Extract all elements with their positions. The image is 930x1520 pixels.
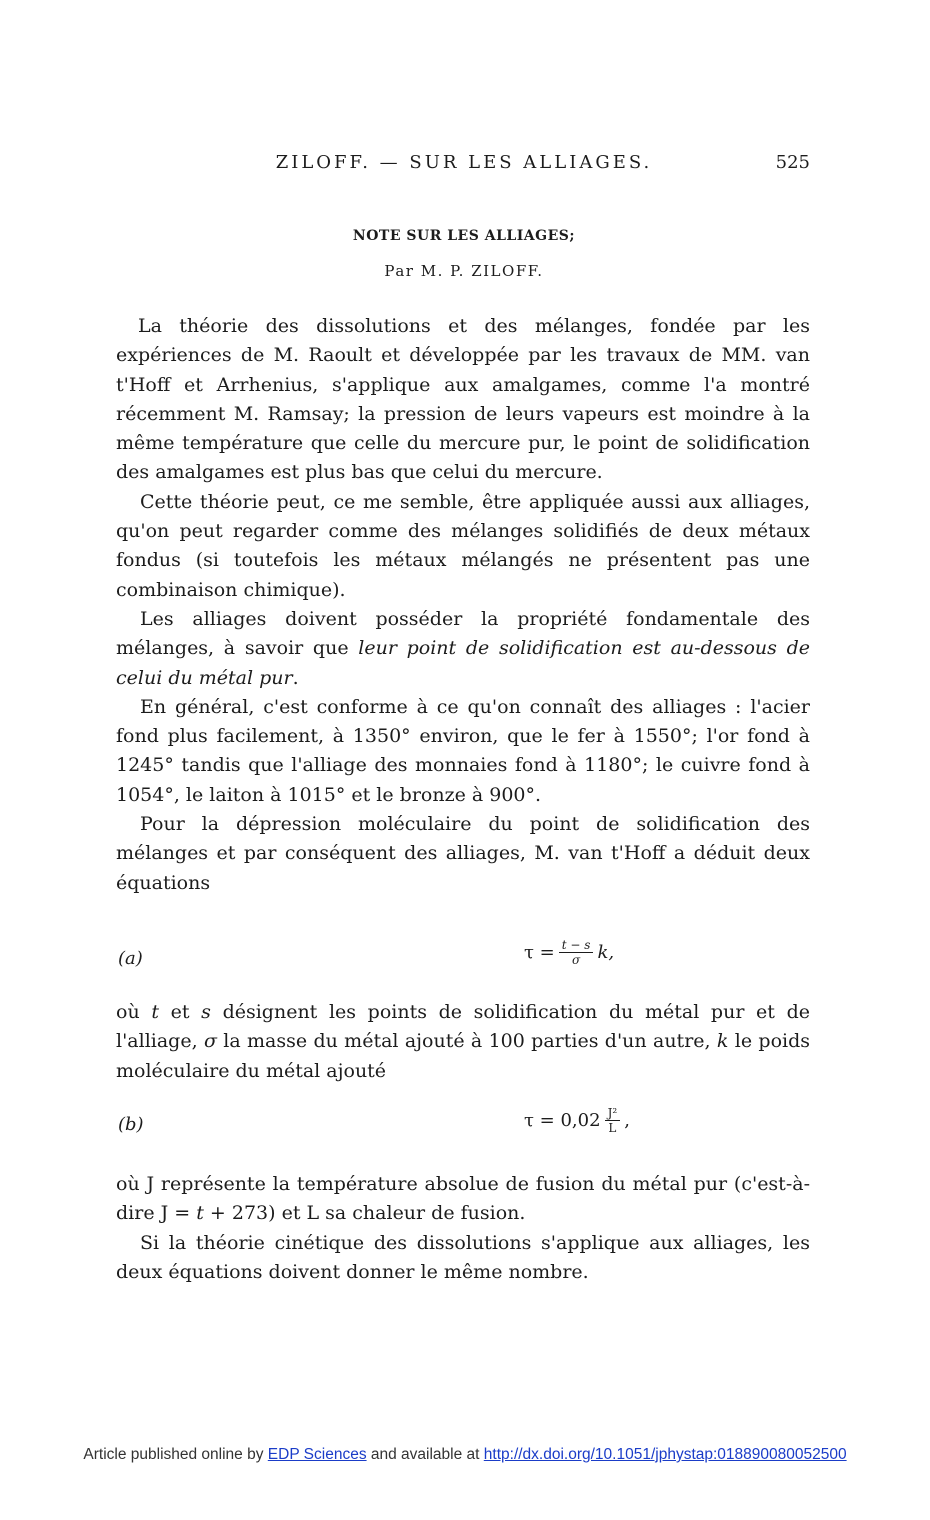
variable-sigma: σ — [203, 1030, 217, 1053]
paragraph-7-text-b: + 273) et L sa chaleur de fusion. — [203, 1202, 526, 1225]
equation-a-label: (a) — [118, 948, 143, 969]
page-number: 525 — [775, 152, 810, 173]
doi-link[interactable]: http://dx.doi.org/10.1051/jphystap:018890080052500 — [483, 1446, 847, 1463]
equation-a-rhs: k, — [597, 942, 615, 963]
running-head — [118, 152, 810, 178]
variable-s: s — [201, 1001, 211, 1023]
equation-b-lhs: τ = 0,02 — [524, 1110, 601, 1131]
body-block-2 — [116, 998, 810, 1086]
variable-t: t — [151, 1001, 159, 1023]
body-block-1 — [116, 312, 810, 898]
footer-middle: and available at — [366, 1446, 484, 1463]
equation-b-fraction — [605, 1106, 621, 1135]
paragraph-3-start: Les alliages doivent posséder la propriété fondamentale des mélanges, à savoir que — [116, 607, 810, 660]
paragraph-7-text-a: où J représente la température absolue de fusion du métal pur (c'est-à-dire J = — [116, 1173, 810, 1225]
paragraph-1: La théorie des dissolutions et des mélanges, fondée par les expériences de M. Raoult et développée par les travaux de MM. van t'Hoff et Arrhenius, s'applique aux amalgames, comme l'a montré récemment M. Ramsay; la pression de leurs vapeurs est moindre à la même température que celle du mercure pur, le point de solidification des amalgames est plus bas que celui du mercure. — [116, 315, 810, 484]
paragraph-3-italic: leur point de solidification est au-dessous de celui du métal pur — [116, 637, 810, 689]
equation-a-numerator: t − s — [559, 938, 594, 953]
paragraph-6-text-e: le poids moléculaire du métal ajouté — [116, 1030, 811, 1082]
equation-b-denominator: L — [608, 1121, 617, 1135]
equation-a — [118, 938, 810, 978]
body-block-3 — [116, 1170, 810, 1287]
publisher-link[interactable]: EDP Sciences — [267, 1446, 367, 1463]
equation-a-fraction — [559, 938, 594, 967]
paragraph-5: Pour la dépression moléculaire du point de solidification des mélanges et par conséquent des alliages, M. van t'Hoff a déduit deux équations — [116, 813, 810, 894]
variable-k: k — [716, 1030, 729, 1053]
paragraph-7 — [116, 1170, 810, 1229]
article-title: NOTE SUR LES ALLIAGES; — [352, 228, 576, 244]
equation-b-rhs: , — [624, 1110, 630, 1131]
paragraph-6 — [116, 998, 810, 1086]
variable-t-2: t — [196, 1202, 204, 1225]
equation-b-label: (b) — [118, 1114, 144, 1135]
paragraph-6-text-c: désignent les points de solidification du métal pur et de l'alliage, — [116, 1001, 810, 1053]
article-author: Par M. P. ZILOFF. — [384, 262, 544, 280]
equation-b-numerator: J² — [605, 1106, 621, 1121]
paragraph-6-text-a: où — [116, 1001, 152, 1023]
equation-a-denominator: σ — [572, 953, 581, 967]
paragraph-6-text-d: la masse du métal ajouté à 100 parties d'un autre, — [216, 1030, 717, 1053]
equation-a-lhs: τ = — [524, 942, 555, 963]
paragraph-4: En général, c'est conforme à ce qu'on connaît des alliages : l'acier fond plus facilement, à 1350° environ, que le fer à 1550°; l'or fond à 1245° tandis que l'alliage des monnaies fond à 1180°; le cuivre fond à 1054°, le laiton à 1015° et le bronze à 900°. — [116, 695, 810, 806]
paragraph-3 — [116, 605, 810, 693]
equation-b-formula — [524, 1106, 630, 1135]
publication-footer — [0, 1446, 930, 1464]
equation-b — [118, 1106, 810, 1146]
equation-a-formula — [524, 938, 614, 967]
paragraph-2: Cette théorie peut, ce me semble, être appliquée aussi aux alliages, qu'on peut regarder comme des mélanges solidifiés de deux métaux fondus (si toutefois les métaux mélangés ne présentent pas une combinaison chimique). — [116, 490, 810, 601]
paragraph-6-text-b: et — [158, 1001, 202, 1023]
paragraph-8: Si la théorie cinétique des dissolutions s'applique aux alliages, les deux équations doivent donner le même nombre. — [116, 1231, 810, 1283]
paragraph-3-end: . — [292, 666, 299, 689]
running-head-title: ZILOFF. — SUR LES ALLIAGES. — [275, 152, 653, 173]
footer-prefix: Article published online by — [83, 1446, 268, 1463]
